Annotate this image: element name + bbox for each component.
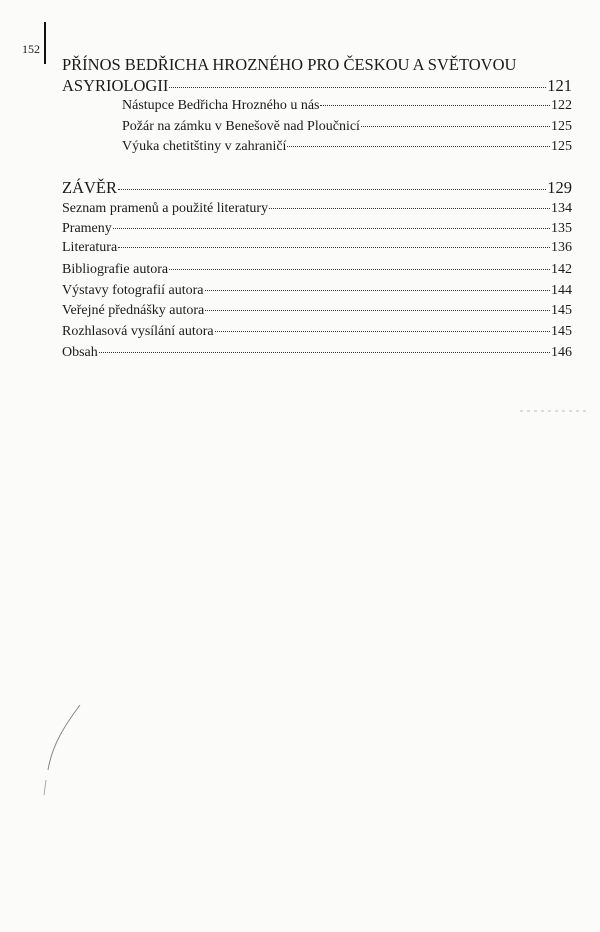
entry-label: Nástupce Bedřicha Hrozného u nás — [122, 98, 320, 113]
page-number: 152 — [22, 42, 40, 56]
toc-subentry — [122, 98, 572, 114]
page-ref: 121 — [547, 76, 572, 95]
entry-label: Seznam pramenů a použité literatury — [62, 201, 269, 216]
toc-entry — [62, 221, 572, 237]
entry-label: Veřejné přednášky autora — [62, 303, 205, 318]
dot-leader — [169, 269, 550, 270]
entry-label: Výuka chetitštiny v zahraničí — [122, 139, 287, 154]
toc-entry — [62, 324, 572, 340]
toc-entry — [62, 240, 572, 256]
entry-label: Požár na zámku v Benešově nad Ploučnicí — [122, 119, 360, 134]
entry-label: Výstavy fotografií autora — [62, 283, 204, 298]
toc-entry — [62, 283, 572, 299]
pencil-mark — [40, 700, 100, 800]
page-ref: 134 — [551, 201, 572, 216]
margin-rule — [44, 22, 46, 64]
page-ref: 135 — [551, 221, 572, 236]
page-ref: 144 — [551, 283, 572, 298]
dot-leader — [118, 189, 546, 190]
page-ref: 122 — [551, 98, 572, 113]
entry-label: Bibliografie autora — [62, 262, 169, 277]
entry-label: Prameny — [62, 221, 112, 236]
page-ref: 125 — [551, 139, 572, 154]
dot-leader — [215, 331, 550, 332]
dot-leader — [269, 208, 550, 209]
toc-entry — [62, 303, 572, 319]
toc-entry-zaver — [62, 178, 572, 198]
toc-entry — [62, 201, 572, 217]
page-ref: 146 — [551, 345, 572, 360]
section-heading-line2: ASYRIOLOGII — [62, 76, 169, 95]
dot-leader — [99, 352, 550, 353]
dot-leader — [205, 310, 550, 311]
entry-label: Rozhlasová vysílání autora — [62, 324, 214, 339]
toc-entry — [62, 345, 572, 361]
toc-subentry — [122, 119, 572, 135]
dot-leader — [287, 146, 550, 147]
entry-label: Obsah — [62, 345, 98, 360]
page-ref: 125 — [551, 119, 572, 134]
dot-leader — [118, 247, 550, 248]
page-ref: 145 — [551, 324, 572, 339]
dot-leader — [113, 228, 550, 229]
dot-leader — [320, 105, 550, 106]
dot-leader — [205, 290, 550, 291]
section-heading-line1: PŘÍNOS BEDŘICHA HROZNÉHO PRO ČESKOU A SVĚTOVOU — [62, 55, 517, 74]
pencil-mark — [520, 405, 590, 415]
toc-entry-section-heading — [62, 76, 572, 96]
page-ref: 145 — [551, 303, 572, 318]
page-ref: 142 — [551, 262, 572, 277]
page-ref: 129 — [547, 178, 572, 197]
toc-entry — [62, 262, 572, 278]
toc-subentry — [122, 139, 572, 155]
dot-leader — [361, 126, 550, 127]
page-ref: 136 — [551, 240, 572, 255]
dot-leader — [169, 87, 546, 88]
entry-label: Literatura — [62, 240, 118, 255]
entry-label: ZÁVĚR — [62, 178, 117, 197]
